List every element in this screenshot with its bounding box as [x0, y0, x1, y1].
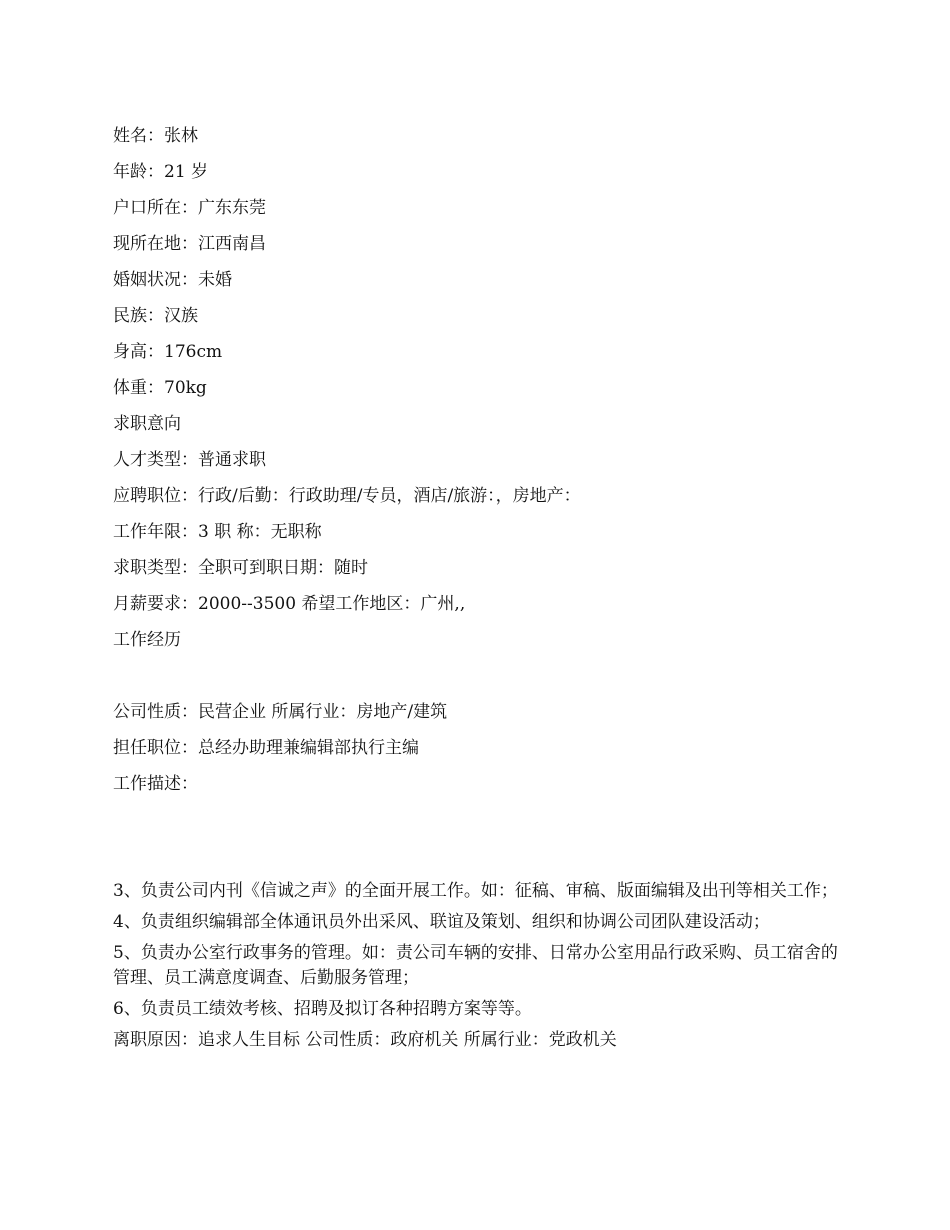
- work-description-heading: 工作描述：: [113, 774, 198, 794]
- resume-document: [113, 118, 838, 1059]
- salary-line: 月薪要求：2000--3500 希望工作地区：广州,,: [113, 594, 466, 614]
- ethnicity-line: 民族：汉族: [113, 306, 198, 326]
- height-line: 身高：176cm: [113, 342, 223, 362]
- job-intent-heading: 求职意向: [113, 414, 181, 434]
- marital-status-line: 婚姻状况：未婚: [113, 270, 232, 290]
- location-line: 现所在地：江西南昌: [113, 234, 266, 254]
- leave-reason-line: 离职原因：追求人生目标 公司性质：政府机关 所属行业：党政机关: [113, 1030, 617, 1050]
- name-line: 姓名：张林: [113, 126, 198, 146]
- blank-spacer: [113, 658, 838, 694]
- role-line: 担任职位：总经办助理兼编辑部执行主编: [113, 738, 419, 758]
- company-line: 公司性质：民营企业 所属行业：房地产/建筑: [113, 702, 448, 722]
- talent-type-line: 人才类型：普通求职: [113, 450, 266, 470]
- duty-item: 5、负责办公室行政事务的管理。如：责公司车辆的安排、日常办公室用品行政采购、员工宿舍的管理、员工满意度调查、后勤服务管理；: [113, 943, 838, 988]
- blank-spacer: [113, 802, 838, 874]
- work-years-line: 工作年限：3 职 称：无职称: [113, 522, 322, 542]
- duty-item: 4、负责组织编辑部全体通讯员外出采风、联谊及策划、组织和协调公司团队建设活动；: [113, 912, 770, 932]
- hukou-line: 户口所在：广东东莞: [113, 198, 266, 218]
- duty-item: 3、负责公司内刊《信诚之声》的全面开展工作。如：征稿、审稿、版面编辑及出刊等相关工作；: [113, 881, 838, 901]
- weight-line: 体重：70kg: [113, 378, 207, 398]
- age-line: 年龄：21 岁: [113, 162, 209, 182]
- job-type-line: 求职类型：全职可到职日期：随时: [113, 558, 368, 578]
- duty-item: 6、负责员工绩效考核、招聘及拟订各种招聘方案等等。: [113, 999, 532, 1019]
- work-experience-heading: 工作经历: [113, 630, 181, 650]
- position-line: 应聘职位：行政/后勤：行政助理/专员，酒店/旅游：，房地产：: [113, 486, 581, 506]
